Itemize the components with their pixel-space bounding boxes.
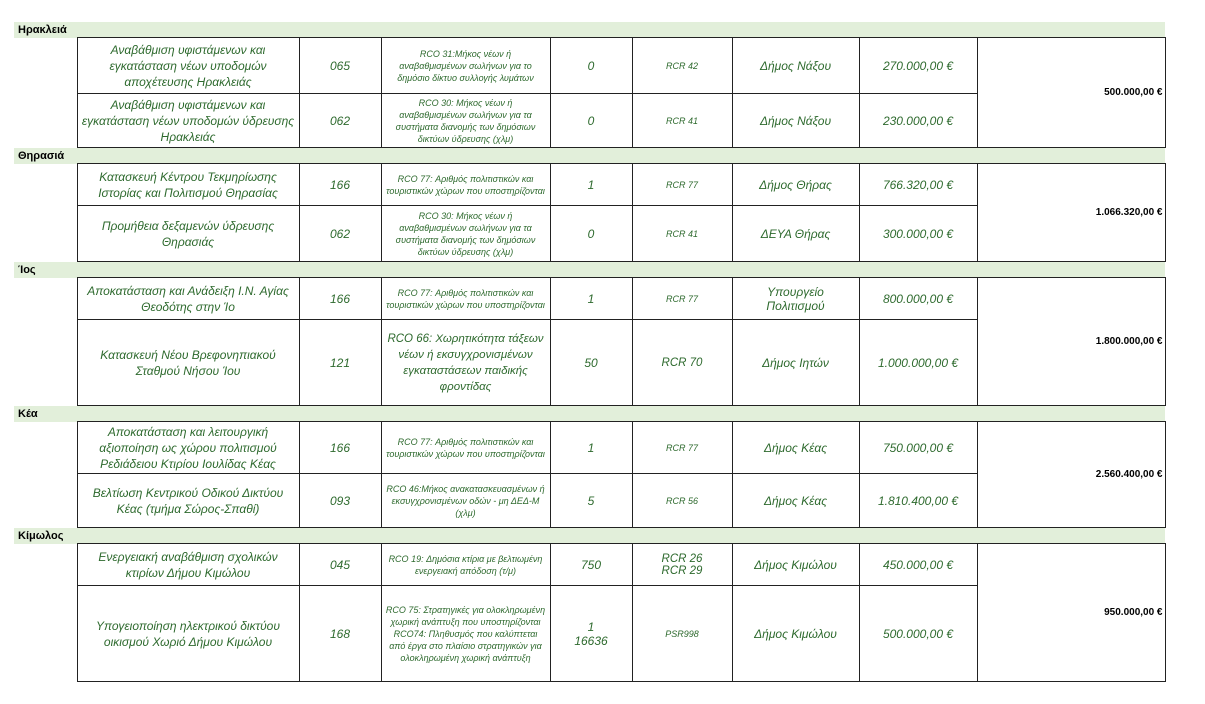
group-total: 950.000,00 € <box>977 544 1165 682</box>
result-indicator-line: RCR 29 <box>661 564 703 577</box>
output-indicator: RCO 30: Μήκος νέων ή αναβαθμισμένων σωλήνων για τα συστήματα διανομής των δημόσιων δικτύων ύδρευσης (χλμ) <box>381 206 550 262</box>
beneficiary: Δήμος Κιμώλου <box>732 586 859 682</box>
project-title: Αναβάθμιση υφιστάμενων και εγκατάσταση νέων υποδομών αποχέτευσης Ηρακλειάς <box>77 38 299 94</box>
project-title: Κατασκευή Νέου Βρεφονηπιακού Σταθμού Νήσου Ίου <box>77 320 299 406</box>
project-amount: 1.810.400,00 € <box>859 474 977 528</box>
target-value: 1 <box>550 422 632 474</box>
category-code: 166 <box>299 278 381 320</box>
category-code: 166 <box>299 422 381 474</box>
project-title: Υπογειοποίηση ηλεκτρικού δικτύου οικισμού Χωριό Δήμου Κιμώλου <box>77 586 299 682</box>
row-spacer <box>14 544 77 586</box>
target-value-line: 16636 <box>574 633 608 648</box>
project-title: Κατασκευή Κέντρου Τεκμηρίωσης Ιστορίας και Πολιτισμού Θηρασίας <box>77 164 299 206</box>
project-amount: 230.000,00 € <box>859 94 977 148</box>
row-spacer <box>14 164 77 206</box>
output-indicator: RCO 66: Χωρητικότητα τάξεων νέων ή εκσυγχρονισμένων εγκαταστάσεων παιδικής φροντίδας <box>381 320 550 406</box>
row-spacer <box>14 474 77 528</box>
table-row <box>14 164 1165 206</box>
project-title: Βελτίωση Κεντρικού Οδικού Δικτύου Κέας (τμήμα Σώρος-Σπαθί) <box>77 474 299 528</box>
output-indicator-line: RCO 75: Στρατηγικές για ολοκληρωμένη χωρική ανάπτυξη που υποστηρίζονται <box>385 604 546 627</box>
table-row <box>14 278 1165 320</box>
target-value: 0 <box>550 94 632 148</box>
category-code: 062 <box>299 94 381 148</box>
category-code: 121 <box>299 320 381 406</box>
output-indicator: RCO 31:Μήκος νέων ή αναβαθμισμένων σωλήνων για το δημόσιο δίκτυο συλλογής λυμάτων <box>381 38 550 94</box>
output-indicator: RCO 77: Αριθμός πολιτιστικών και τουριστικών χώρων που υποστηρίζονται <box>381 422 550 474</box>
project-amount: 300.000,00 € <box>859 206 977 262</box>
group-name: Κίμωλος <box>14 528 1165 544</box>
project-amount: 750.000,00 € <box>859 422 977 474</box>
group-name: Θηρασιά <box>14 148 1165 164</box>
category-code: 065 <box>299 38 381 94</box>
target-value: 1 <box>550 164 632 206</box>
category-code: 062 <box>299 206 381 262</box>
result-indicator-line: RCR 26 <box>661 552 703 565</box>
result-indicator: RCR 77 <box>632 278 732 320</box>
target-value-line: 1 <box>587 619 595 634</box>
table-row <box>14 38 1165 94</box>
beneficiary: Δήμος Κέας <box>732 474 859 528</box>
project-title: Αναβάθμιση υφιστάμενων και εγκατάσταση νέων υποδομών ύδρευσης Ηρακλειάς <box>77 94 299 148</box>
group-total: 1.066.320,00 € <box>977 164 1165 262</box>
beneficiary: Δήμος Κιμώλου <box>732 544 859 586</box>
result-indicator <box>632 544 732 586</box>
result-indicator: RCR 42 <box>632 38 732 94</box>
beneficiary: Δήμος Θήρας <box>732 164 859 206</box>
beneficiary: Υπουργείο Πολιτισμού <box>732 278 859 320</box>
result-indicator: RCR 77 <box>632 422 732 474</box>
group-header-row <box>14 262 1165 278</box>
group-name: Ίος <box>14 262 1165 278</box>
target-value: 0 <box>550 206 632 262</box>
row-spacer <box>14 278 77 320</box>
output-indicator: RCO 46:Μήκος ανακατασκευασμένων ή εκσυγχρονισμένων οδών - μη ΔΕΔ-Μ (χλμ) <box>381 474 550 528</box>
group-name: Ηρακλειά <box>14 22 1165 38</box>
table-row <box>14 544 1165 586</box>
output-indicator: RCO 19: Δημόσια κτίρια με βελτιωμένη ενεργειακή απόδοση (τ/μ) <box>381 544 550 586</box>
result-indicator: RCR 41 <box>632 94 732 148</box>
target-value <box>550 586 632 682</box>
group-total: 2.560.400,00 € <box>977 422 1165 528</box>
target-value: 0 <box>550 38 632 94</box>
group-name: Κέα <box>14 406 1165 422</box>
beneficiary: Δήμος Ιητών <box>732 320 859 406</box>
row-spacer <box>14 586 77 682</box>
group-header-row <box>14 22 1165 38</box>
result-indicator: PSR998 <box>632 586 732 682</box>
target-value: 5 <box>550 474 632 528</box>
group-header-row <box>14 406 1165 422</box>
project-amount: 270.000,00 € <box>859 38 977 94</box>
project-amount: 800.000,00 € <box>859 278 977 320</box>
project-amount: 500.000,00 € <box>859 586 977 682</box>
group-header-row <box>14 148 1165 164</box>
category-code: 166 <box>299 164 381 206</box>
result-indicator: RCR 77 <box>632 164 732 206</box>
result-indicator: RCR 70 <box>632 320 732 406</box>
output-indicator-line: RCO74: Πληθυσμός που καλύπτεται από έργα στο πλαίσιο στρατηγικών για ολοκληρωμένη χωρική ανάπτυξη <box>389 628 542 663</box>
project-title: Ενεργειακή αναβάθμιση σχολικών κτιρίων Δήμου Κιμώλου <box>77 544 299 586</box>
output-indicator <box>381 586 550 682</box>
table-row <box>14 422 1165 474</box>
category-code: 093 <box>299 474 381 528</box>
beneficiary: Δήμος Κέας <box>732 422 859 474</box>
output-indicator: RCO 77: Αριθμός πολιτιστικών και τουριστικών χώρων που υποστηρίζονται <box>381 164 550 206</box>
category-code: 045 <box>299 544 381 586</box>
project-amount: 1.000.000,00 € <box>859 320 977 406</box>
output-indicator: RCO 30: Μήκος νέων ή αναβαθμισμένων σωλήνων για τα συστήματα διανομής των δημόσιων δικτύων ύδρευσης (χλμ) <box>381 94 550 148</box>
result-indicator: RCR 41 <box>632 206 732 262</box>
project-amount: 450.000,00 € <box>859 544 977 586</box>
project-amount: 766.320,00 € <box>859 164 977 206</box>
output-indicator: RCO 77: Αριθμός πολιτιστικών και τουριστικών χώρων που υποστηρίζονται <box>381 278 550 320</box>
beneficiary: ΔΕΥΑ Θήρας <box>732 206 859 262</box>
group-header-row <box>14 528 1165 544</box>
result-indicator: RCR 56 <box>632 474 732 528</box>
row-spacer <box>14 38 77 94</box>
category-code: 168 <box>299 586 381 682</box>
project-title: Αποκατάσταση και λειτουργική αξιοποίηση ως χώρου πολιτισμού Ρεδιάδειου Κτιρίου Ιουλίδας Κέας <box>77 422 299 474</box>
row-spacer <box>14 206 77 262</box>
target-value: 50 <box>550 320 632 406</box>
target-value: 1 <box>550 278 632 320</box>
beneficiary: Δήμος Νάξου <box>732 38 859 94</box>
row-spacer <box>14 320 77 406</box>
project-title: Αποκατάσταση και Ανάδειξη Ι.Ν. Αγίας Θεοδότης στην Ίο <box>77 278 299 320</box>
row-spacer <box>14 94 77 148</box>
projects-table <box>14 22 1165 682</box>
project-title: Προμήθεια δεξαμενών ύδρευσης Θηρασιάς <box>77 206 299 262</box>
row-spacer <box>14 422 77 474</box>
target-value: 750 <box>550 544 632 586</box>
group-total: 500.000,00 € <box>977 38 1165 148</box>
group-total: 1.800.000,00 € <box>977 278 1165 406</box>
beneficiary: Δήμος Νάξου <box>732 94 859 148</box>
